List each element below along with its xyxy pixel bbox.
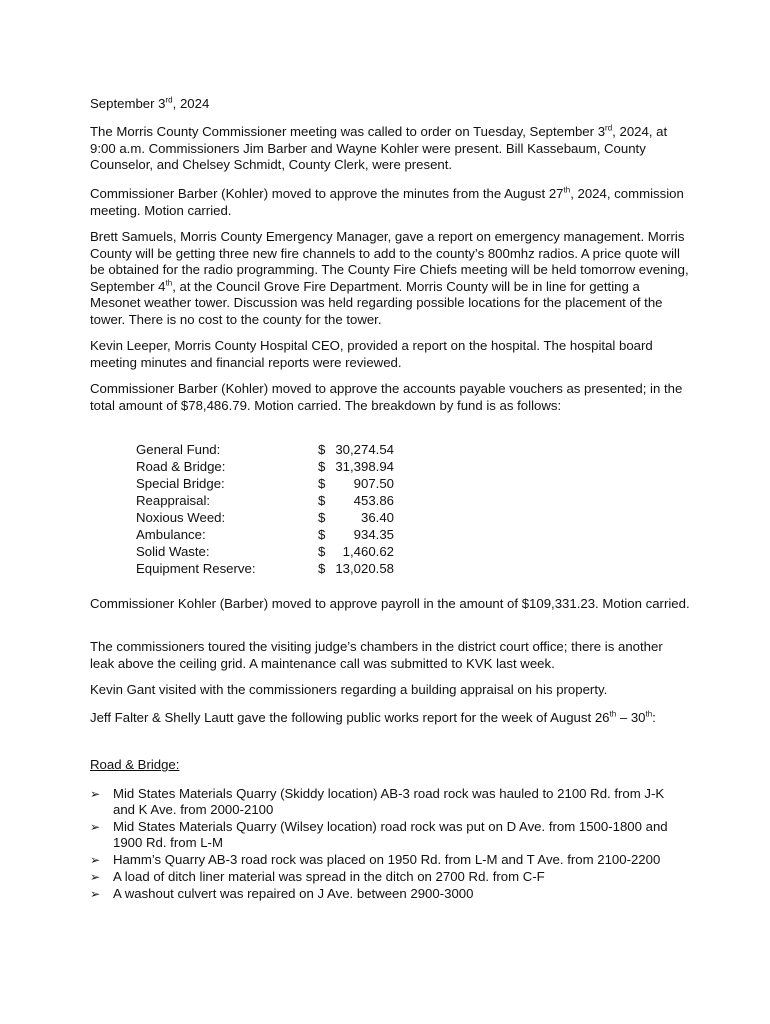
fund-currency: $	[318, 527, 326, 542]
arrow-bullet-icon: ➢	[90, 853, 101, 867]
arrow-bullet-icon: ➢	[90, 870, 101, 884]
fund-amount: 36.40	[360, 510, 394, 525]
fund-currency: $	[318, 510, 326, 525]
accounts-payable-paragraph: Commissioner Barber (Kohler) moved to approve the accounts payable vouchers as presented; in the total amount of $78,486.79. Motion carried. The breakdown by fund is as follows:	[90, 381, 683, 413]
fund-row	[136, 441, 394, 458]
fund-amount: 31,398.94	[335, 459, 394, 474]
fund-name: Noxious Weed:	[136, 510, 226, 525]
fund-amount: 907.50	[353, 476, 394, 491]
arrow-bullet-icon: ➢	[90, 820, 101, 834]
list-item: ➢ Mid States Materials Quarry (Skiddy location) AB-3 road rock was hauled to 2100 Rd. from J-K and K Ave. from 2000-2100	[90, 786, 665, 817]
fund-name: Ambulance:	[136, 527, 206, 542]
list-item: ➢ A load of ditch liner material was spread in the ditch on 2700 Rd. from C-F	[90, 869, 545, 884]
fund-currency: $	[318, 442, 326, 457]
fund-currency: $	[318, 561, 326, 576]
fund-row	[136, 509, 394, 526]
fund-name: General Fund:	[136, 442, 221, 457]
list-item: ➢ A washout culvert was repaired on J Ave. between 2900-3000	[90, 886, 474, 901]
fund-amount: 934.35	[353, 527, 394, 542]
fund-currency: $	[318, 544, 326, 559]
payroll-paragraph: Commissioner Kohler (Barber) moved to approve payroll in the amount of $109,331.23. Motion carried.	[90, 596, 690, 611]
list-item: ➢ Mid States Materials Quarry (Wilsey location) road rock was put on D Ave. from 1500-1800 and 1900 Rd. from L-M	[90, 819, 668, 850]
minutes-approval-paragraph: Commissioner Barber (Kohler) moved to approve the minutes from the August 27th, 2024, commission meeting. Motion carried.	[90, 185, 684, 218]
fund-row	[136, 543, 394, 560]
fund-name: Road & Bridge:	[136, 459, 226, 474]
road-bridge-list	[90, 786, 680, 903]
fund-row	[136, 560, 394, 577]
call-to-order-paragraph: The Morris County Commissioner meeting was called to order on Tuesday, September 3rd, 2024, at 9:00 a.m. Commissioners Jim Barber and Wayne Kohler were present. Bill Kassebaum, County Counselor, and Chelsey Schmidt, County Clerk, were present.	[90, 123, 668, 172]
emergency-management-paragraph: Brett Samuels, Morris County Emergency Manager, gave a report on emergency management. Morris County will be getting three new fire channels to add to the county’s 800mhz radios. A price quote will be obtained for the radio programming. The County Fire Chiefs meeting will be held tomorrow evening, September 4th, at the Council Grove Fire Department. Morris County will be in line for getting a Mesonet weather tower. Discussion was held regarding possible locations for the placement of the tower. There is no cost to the county for the tower.	[90, 229, 689, 327]
fund-row	[136, 458, 394, 475]
fund-row	[136, 526, 394, 543]
fund-name: Equipment Reserve:	[136, 561, 256, 576]
fund-row	[136, 475, 394, 492]
arrow-bullet-icon: ➢	[90, 787, 101, 801]
fund-amount: 30,274.54	[335, 442, 394, 457]
meeting-date: September 3rd, 2024	[90, 95, 210, 111]
judges-chambers-paragraph: The commissioners toured the visiting judge’s chambers in the district court office; there is another leak above the ceiling grid. A maintenance call was submitted to KVK last week.	[90, 639, 663, 671]
list-item: ➢ Hamm’s Quarry AB-3 road rock was placed on 1950 Rd. from L-M and T Ave. from 2100-2200	[90, 852, 661, 867]
fund-name: Solid Waste:	[136, 544, 210, 559]
public-works-paragraph: Jeff Falter & Shelly Lautt gave the following public works report for the week of August 26th – 30th:	[90, 709, 656, 725]
fund-row	[136, 492, 394, 509]
fund-name: Special Bridge:	[136, 476, 225, 491]
fund-amount: 1,460.62	[342, 544, 394, 559]
fund-currency: $	[318, 459, 326, 474]
fund-amount: 453.86	[353, 493, 394, 508]
fund-name: Reappraisal:	[136, 493, 211, 508]
road-bridge-heading: Road & Bridge:	[90, 757, 180, 772]
hospital-report-paragraph: Kevin Leeper, Morris County Hospital CEO, provided a report on the hospital. The hospital board meeting minutes and financial reports were reviewed.	[90, 338, 653, 370]
fund-currency: $	[318, 476, 326, 491]
fund-breakdown-table	[136, 441, 394, 577]
fund-amount: 13,020.58	[335, 561, 394, 576]
arrow-bullet-icon: ➢	[90, 887, 101, 901]
building-appraisal-paragraph: Kevin Gant visited with the commissioners regarding a building appraisal on his property.	[90, 682, 608, 697]
fund-currency: $	[318, 493, 326, 508]
